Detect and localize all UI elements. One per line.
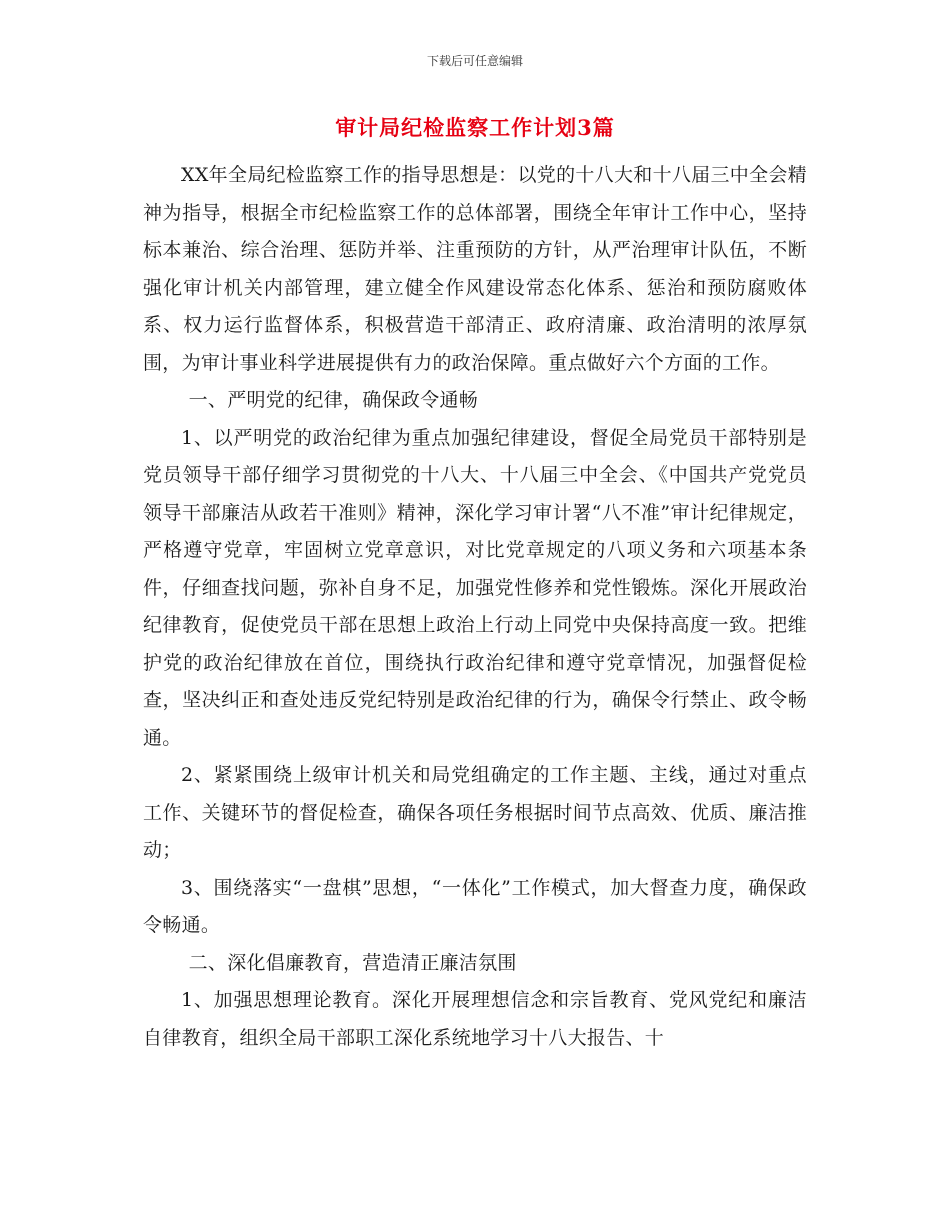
document-body — [143, 157, 807, 1057]
section-heading-1: 一、严明党的纪律，确保政令通畅 — [188, 389, 479, 411]
paragraph-item-1-1: 1、以严明党的政治纪律为重点加强纪律建设，督促全局党员干部特别是党员领导干部仔细学习贯彻党的十八大、十八届三中全会、《中国共产党党员领导干部廉洁从政若干准则》精神，深化学习审计署“八不准”审计纪律规定，严格遵守党章，牢固树立党章意识，对比党章规定的八项义务和六项基本条件，仔细查找问题，弥补自身不足，加强党性修养和党性锻炼。深化开展政治纪律教育，促使党员干部在思想上政治上行动上同党中央保持高度一致。把维护党的政治纪律放在首位，围绕执行政治纪律和遵守党章情况，加强督促检查，坚决纠正和查处违反党纪特别是政治纪律的行为，确保令行禁止、政令畅通。 — [143, 426, 807, 749]
page-header: 下载后可任意编辑 — [426, 54, 523, 68]
document-title: 审计局纪检监察工作计划3篇 — [335, 115, 615, 140]
paragraph-item-2-1: 1、加强思想理论教育。深化开展理想信念和宗旨教育、党风党纪和廉洁自律教育，组织全局干部职工深化系统地学习十八大报告、十 — [143, 989, 807, 1049]
paragraph-item-1-3: 3、围绕落实“一盘棋”思想，“一体化”工作模式，加大督查力度，确保政令畅通。 — [143, 876, 807, 936]
section-heading-2: 二、深化倡廉教育，营造清正廉洁氛围 — [188, 951, 517, 974]
paragraph-guiding-thought: XX年全局纪检监察工作的指导思想是：以党的十八大和十八届三中全会精神为指导，根据全市纪检监察工作的总体部署，围绕全年审计工作中心，坚持标本兼治、综合治理、惩防并举、注重预防的方针，从严治理审计队伍，不断强化审计机关内部管理，建立健全作风建设常态化体系、惩治和预防腐败体系、权力运行监督体系，积极营造干部清正、政府清廉、政治清明的浓厚氛围，为审计事业科学进展提供有力的政治保障。重点做好六个方面的工作。 — [143, 164, 807, 374]
paragraph-item-1-2: 2、紧紧围绕上级审计机关和局党组确定的工作主题、主线，通过对重点工作、关键环节的督促检查，确保各项任务根据时间节点高效、优质、廉洁推动； — [143, 764, 807, 861]
